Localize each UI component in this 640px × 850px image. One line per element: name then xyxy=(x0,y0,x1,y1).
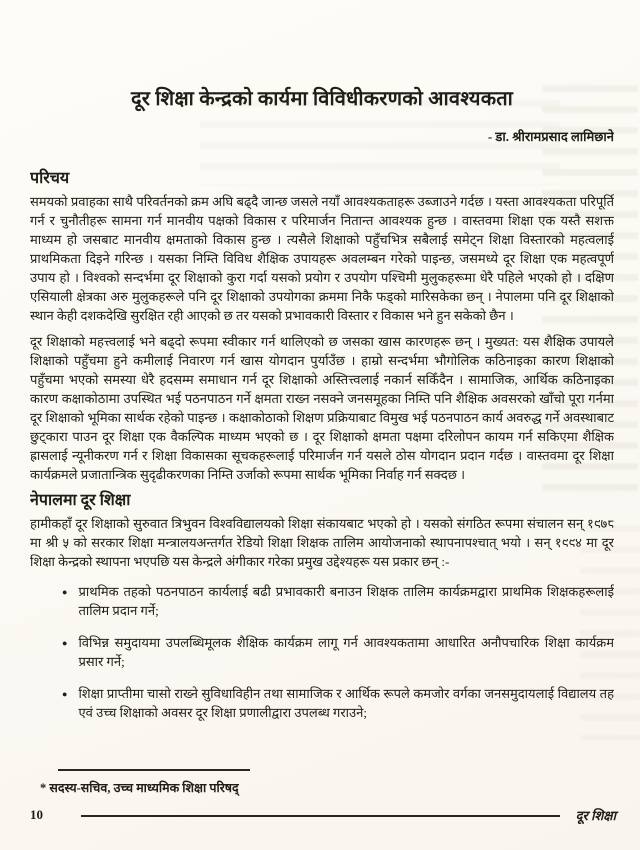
objective-text: प्राथमिक तहको पठनपाठन कार्यलाई बढी प्रभावकारी बनाउन शिक्षक तालिम कार्यक्रमद्वारा प्राथमिक शिक्षकहरूलाई तालिम प्रदान गर्ने; xyxy=(78,584,614,618)
section-heading-introduction: परिचय xyxy=(30,170,70,187)
list-item xyxy=(62,684,614,722)
article-title: दूर शिक्षा केन्द्रको कार्यमा विविधीकरणको आवश्यकता xyxy=(130,88,514,110)
list-item xyxy=(62,633,614,671)
intro-paragraph-1: समयको प्रवाहका साथै परिवर्तनको क्रम अघि बढ्दै जान्छ जसले नयाँ आवश्यकताहरू उब्जाउने गर्दछ । यस्ता आवश्यकता परिपूर्ति गर्न र चुनौतीहरू सामना गर्न मानवीय पक्षको विकास र परिमार्जन नितान्त आवश्यक हुन्छ । वास्तवमा शिक्षा एक यस्तै सशक्त माध्यम हो जसबाट मानवीय क्षमताको विकास हुन्छ । त्यसैले शिक्षाको पहुँचभित्र सबैलाई समेट्न शिक्षा विस्तारको महत्वलाई प्राथमिकता दिइने गरिन्छ । यसका निम्ति विविध शैक्षिक उपायहरू अवलम्बन गरेको पाइन्छ, जसमध्ये दूर शिक्षा एक महत्वपूर्ण उपाय हो । विश्वको सन्दर्भमा दूर शिक्षाको कुरा गर्दा यसको प्रयोग र उपयोग पश्चिमी मुलुकहरूमा धेरै पहिले भएको हो । दक्षिण एसियाली क्षेत्रका अरु मुलुकहरूले पनि दूर शिक्षाको उपयोगका क्रममा निकै फड्को मारिसकेका छन् । नेपालमा पनि दूर शिक्षाको स्थान केही दशकदेखि सुरक्षित रही आएको छ तर यसको प्रभावकारी विस्तार र विकास भने हुन सकेको छैन । xyxy=(30,194,614,323)
list-item xyxy=(62,582,614,620)
objective-text: विभिन्न समुदायमा उपलब्धिमूलक शैक्षिक कार्यक्रम लागू गर्न आवश्यकतामा आधारित अनौपचारिक शिक्षा कार्यक्रम प्रसार गर्ने; xyxy=(78,635,614,669)
footer-divider xyxy=(81,815,560,817)
objective-text: शिक्षा प्राप्तीमा चासो राख्ने सुविधाविहीन तथा सामाजिक र आर्थिक रूपले कमजोर वर्गका जनसमुदायलाई विद्यालय तह एवं उच्च शिक्षाको अवसर दूर शिक्षा प्रणालीद्वारा उपलब्ध गराउने; xyxy=(78,686,614,720)
nepal-paragraph: हामीकहाँ दूर शिक्षाको सुरुवात त्रिभुवन विश्वविद्यालयको शिक्षा संकायबाट भएको हो । यसको संगठित रूपमा संचालन सन् १९७८ मा श्री ५ को सरकार शिक्षा मन्त्रालयअन्तर्गत रेडियो शिक्षा शिक्षक तालिम आयोजनाको स्थापनापश्चात् भयो । सन् १९९४ मा दूर शिक्षा केन्द्रको स्थापना भएपछि यस केन्द्रले अंगीकार गरेका प्रमुख उद्देश्यहरू यस प्रकार छन् :- xyxy=(30,516,614,569)
bullet-icon: ● xyxy=(62,587,68,597)
section-heading-nepal-distance-education: नेपालमा दूर शिक्षा xyxy=(30,492,131,509)
footnote-text: * सदस्य-सचिव, उच्च माध्यमिक शिक्षा परिषद् xyxy=(40,781,239,795)
bullet-icon: ● xyxy=(62,689,68,699)
bullet-icon: ● xyxy=(62,638,68,648)
author-byline: - डा. श्रीरामप्रसाद लामिछाने xyxy=(487,129,614,144)
page-body xyxy=(30,0,614,766)
page-footer xyxy=(30,806,616,824)
intro-paragraph-2: दूर शिक्षाको महत्त्वलाई भने बढ्दो रूपमा स्वीकार गर्न थालिएको छ जसका खास कारणहरू छन् । मुख्यत: यस शैक्षिक उपायले शिक्षाको पहुँचमा हुने कमीलाई निवारण गर्न खास योगदान पुर्याउँछ । हाम्रो सन्दर्भमा भौगोलिक कठिनाइका कारण शिक्षाको पहुँचमा भएको समस्या धेरै हदसम्म समाधान गर्न दूर शिक्षाको अस्तित्त्वलाई नकार्न सकिँदैन । सामाजिक, आर्थिक कठिनाइका कारण कक्षाकोठामा उपस्थित भई पठनपाठन गर्ने क्षमता राख्न नसक्ने जनसमूहका निम्ति पनि शैक्षिक अवसरको खाँचो पूरा गर्नमा दूर शिक्षाको भूमिका सार्थक रहेको पाइन्छ । कक्षाकोठाको शिक्षण प्रक्रियाबाट विमुख भई पठनपाठन कार्य अवरुद्ध गर्ने अवस्थाबाट छुट्कारा पाउन दूर शिक्षा एक वैकल्पिक माध्यम भएको छ । दूर शिक्षाको क्षमता पक्षमा दरिलोपन कायम गर्न सकिएमा शैक्षिक ह्रासलाई न्यूनीकरण गर्न र शिक्षा विकासका सूचकहरूलाई परिमार्जन गर्न यसले ठोस योगदान प्रदान गर्दछ । वास्तवमा दूर शिक्षा कार्यक्रमले प्रजातान्त्रिक सुदृढीकरणका निम्ति उर्जाको रूपमा सार्थक भूमिका निर्वाह गर्न सक्दछ । xyxy=(30,334,614,482)
footnote-divider xyxy=(58,769,250,771)
objectives-list xyxy=(30,582,614,722)
journal-name: दूर शिक्षा xyxy=(575,808,616,823)
page-number: 10 xyxy=(30,807,43,822)
